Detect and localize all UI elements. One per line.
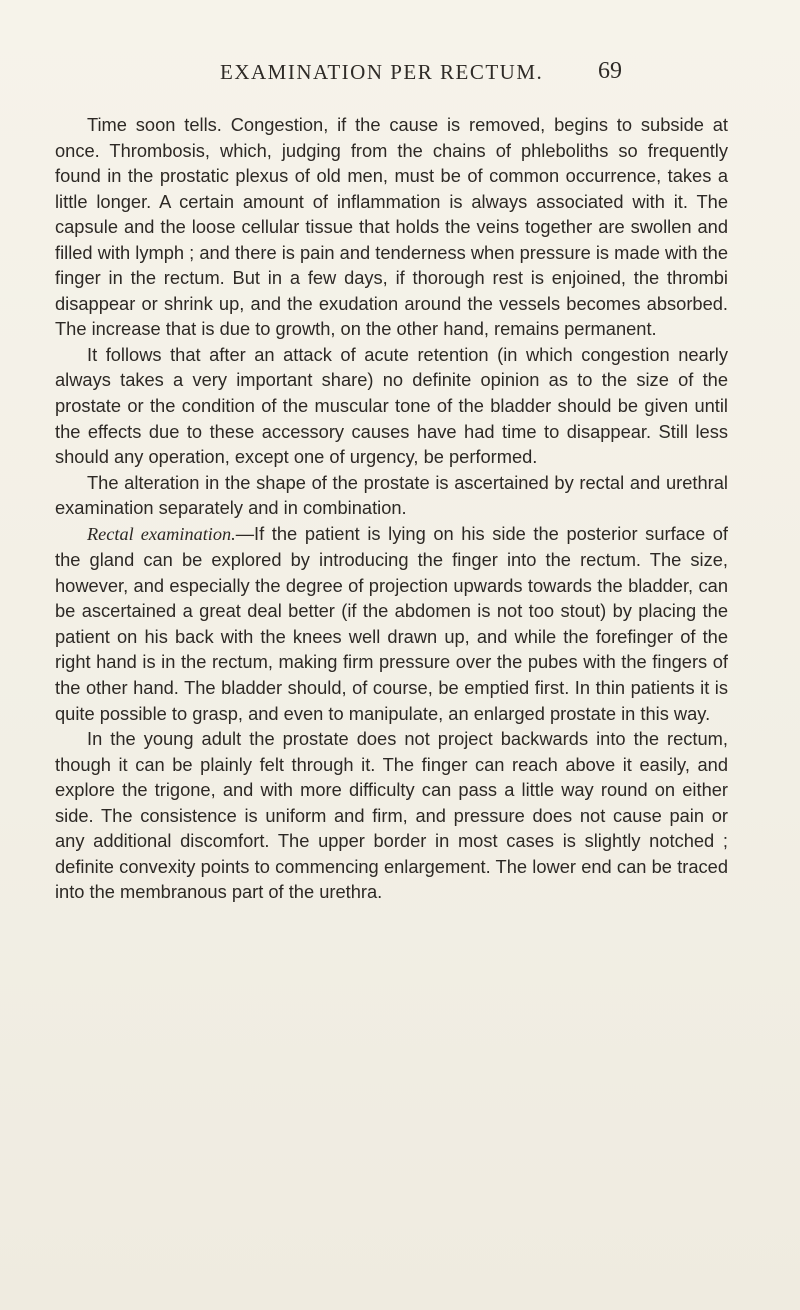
page-number: 69 (598, 58, 622, 84)
body-text (55, 112, 728, 905)
rectal-examination-text: —If the patient is lying on his side the posterior surface of the gland can be explored by introducing the finger into the rectum. The size, however, and especially the degree of projection upwards towards the bladder, can be ascertained a great deal better (if the abdomen is not too stout) by placing the patient on his back with the knees well drawn up, and while the forefinger of the right hand is in the rectum, making firm pressure over the pubes with the fingers of the other hand. The bladder should, of course, be emptied first. In thin patients it is quite possible to grasp, and even to manipulate, an enlarged prostate in this way. (55, 522, 728, 724)
paragraph-young-adult: In the young adult the prostate does not project backwards into the rectum, though it can be plainly felt through it. The finger can reach above it easily, and explore the trigone, and with more difficulty can pass a little way round on either side. The consistence is uniform and firm, and pressure does not cause pain or any additional discomfort. The upper border in most cases is slightly notched ; definite convexity points to commencing enlargement. The lower end can be traced into the membranous part of the urethra. (55, 728, 728, 903)
running-head (0, 60, 800, 100)
paragraph-congestion: Time soon tells. Congestion, if the cause is removed, begins to subside at once. Thrombosis, which, judging from the chains of phleboliths so frequently found in the prostatic plexus of old men, must be of common occurrence, takes a little longer. A certain amount of inflammation is always associated with it. The capsule and the loose cellular tissue that holds the veins together are swollen and filled with lymph ; and there is pain and tenderness when pressure is made with the finger in the rectum. But in a few days, if thorough rest is enjoined, the thrombi disappear or shrink up, and the exudation around the vessels becomes absorbed. The increase that is due to growth, on the other hand, remains permanent. (55, 114, 728, 340)
section-heading-rectal-examination: Rectal examination. (87, 523, 236, 544)
paragraph-shape-alteration: The alteration in the shape of the prostate is ascertained by rectal and urethral examination separately and in combination. (55, 471, 728, 519)
running-title: EXAMINATION PER RECTUM. (220, 60, 544, 84)
paragraph-rectal-examination (55, 521, 728, 726)
paragraph-acute-retention: It follows that after an attack of acute retention (in which congestion nearly always takes a very important share) no definite opinion as to the size of the prostate or the condition of the muscular tone of the bladder should be given until the effects due to these accessory causes have had time to disappear. Still less should any operation, except one of urgency, be performed. (55, 343, 728, 468)
